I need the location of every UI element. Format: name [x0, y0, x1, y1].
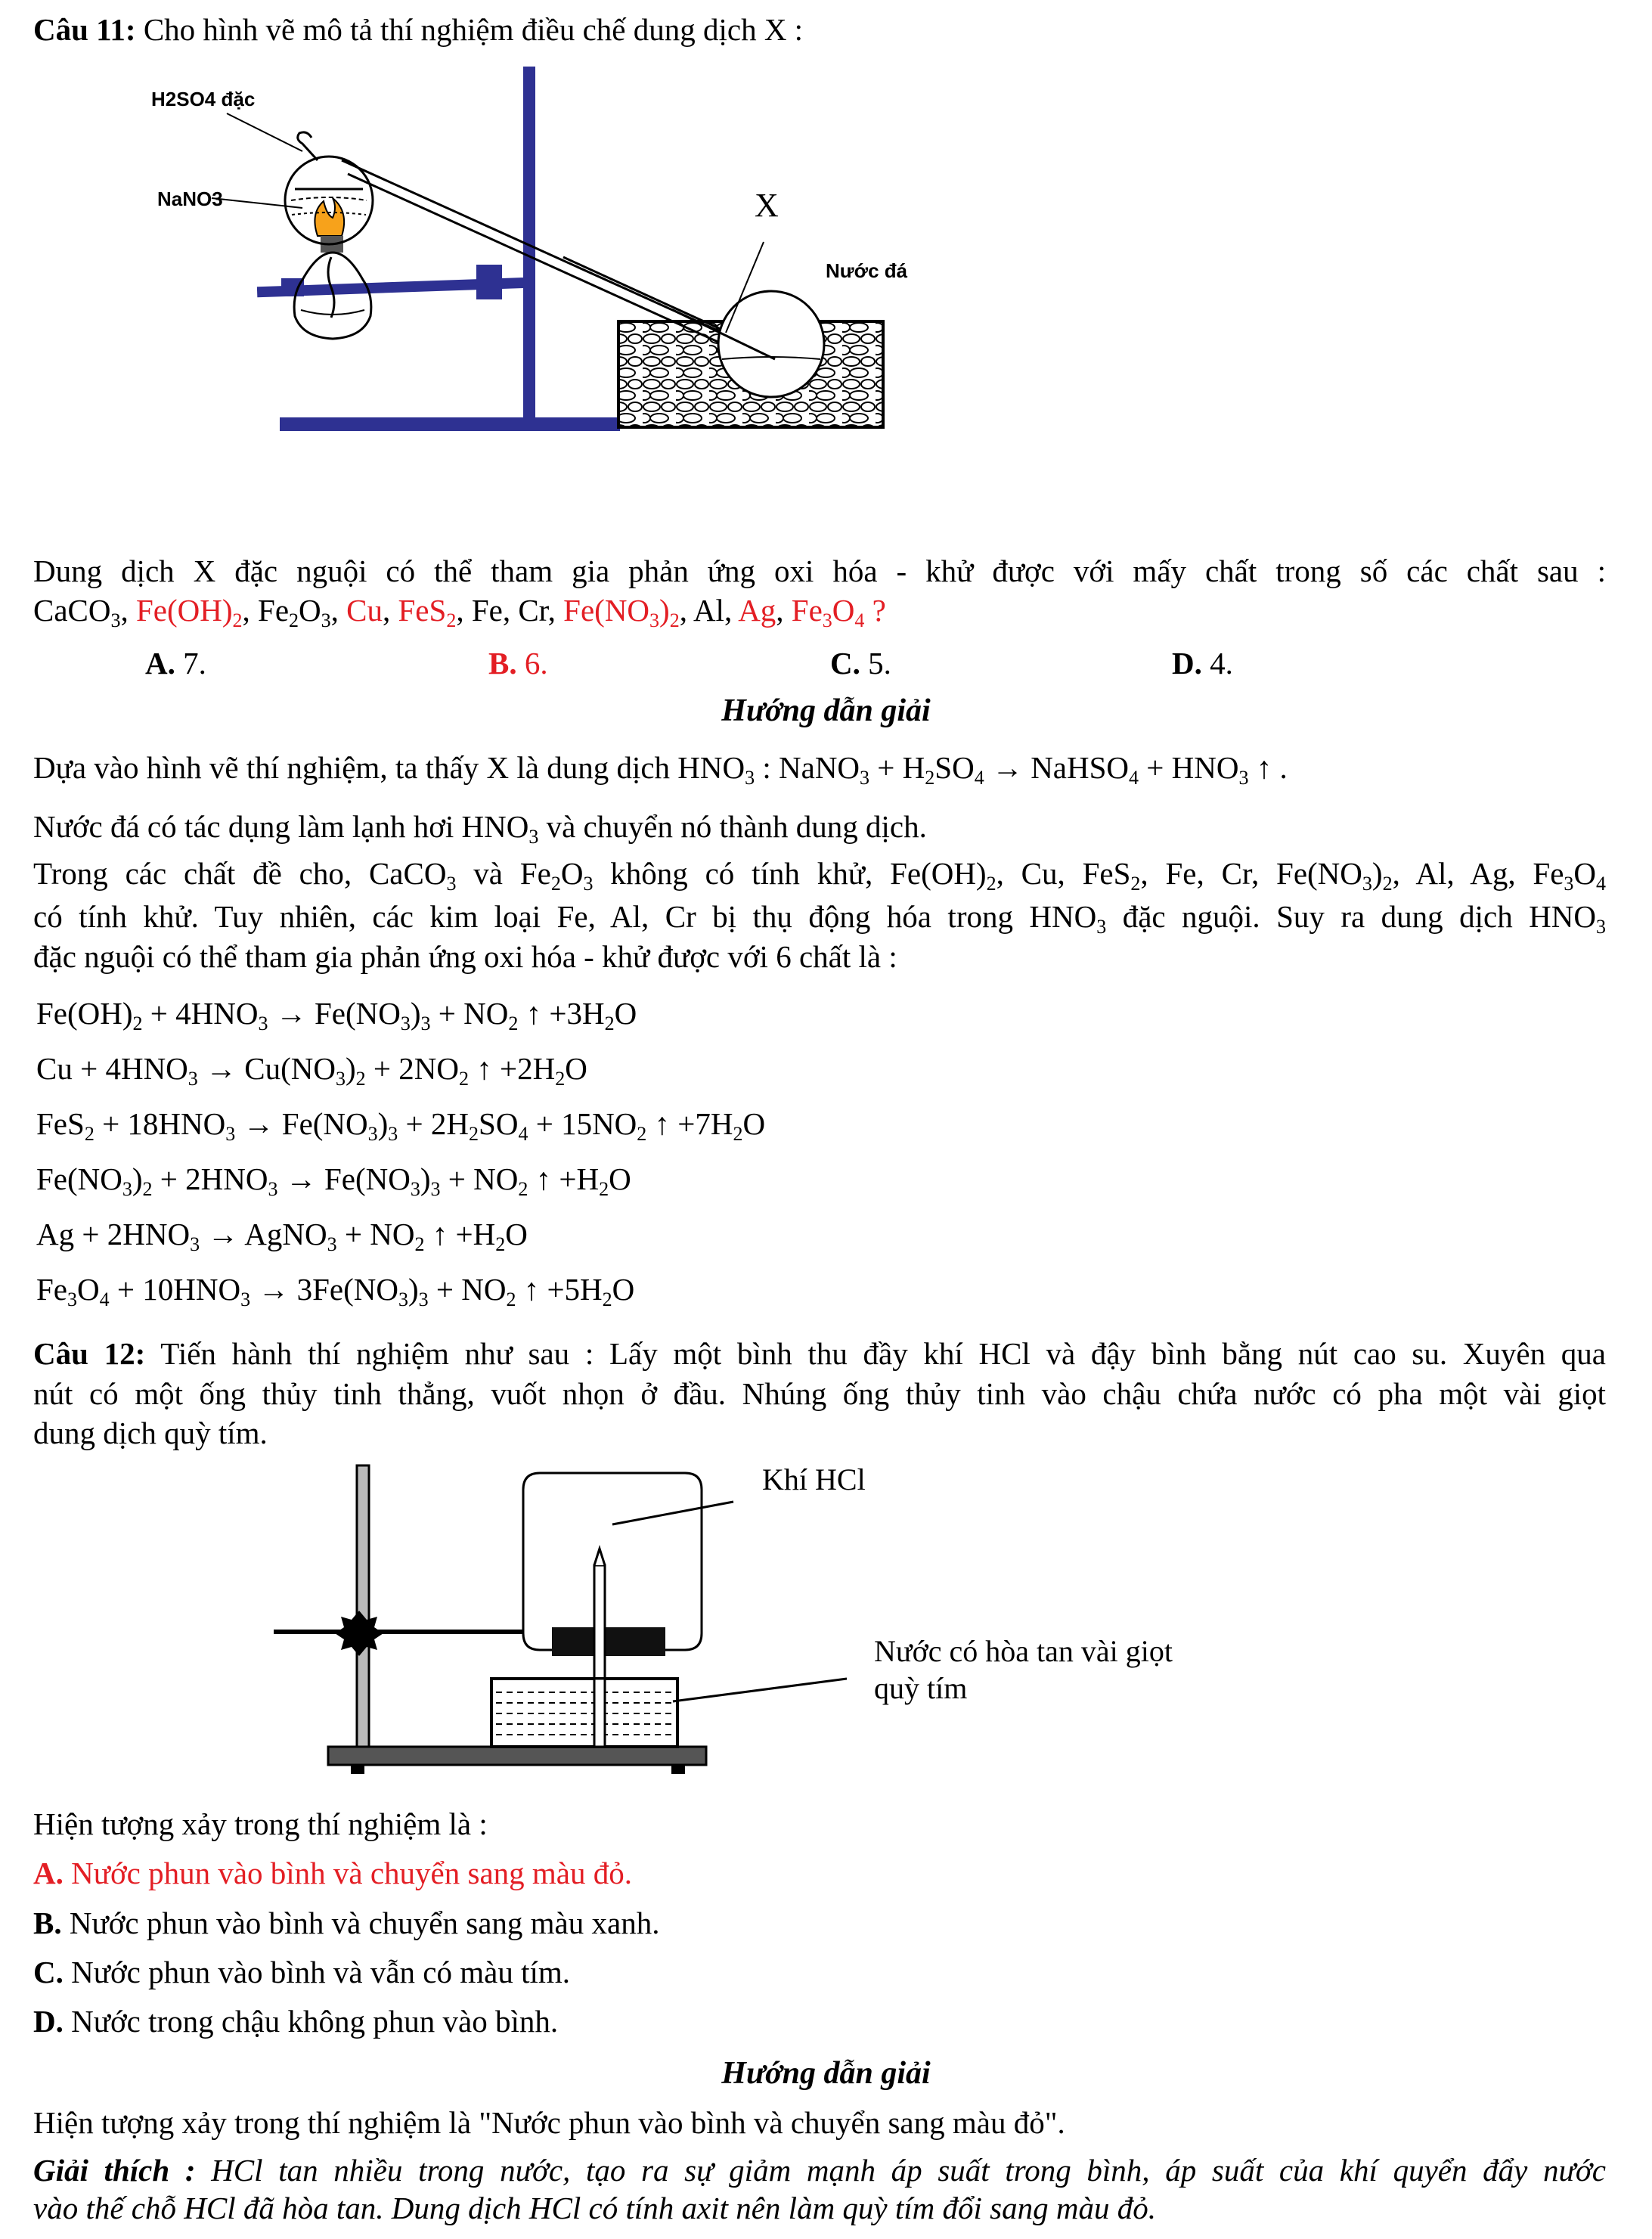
q11-title: Cho hình vẽ mô tả thí nghiệm điều chế dung dịch X : — [143, 12, 804, 47]
q11-solution-line3: Trong các chất đề cho, CaCO$_3$ và $Fe_2O_3$ không có tính khử, $Fe(OH)_2$, Cu, FeS$_2$, Fe, Cr, $Fe(NO_3)_2$, Al, Ag, $Fe_3O_4$ — [33, 856, 1607, 895]
q12-stem-line2: nút có một ống thủy tinh thẳng, vuốt nhọn ở đầu. Nhúng ống thủy tinh vào chậu chứa nước có pha một vài giọt — [33, 1376, 1606, 1411]
q12-prompt: Hiện tượng xảy trong thí nghiệm là : — [33, 1806, 488, 1841]
equation-6: $Fe_3O_4 + 10HNO_3 \to 3Fe(NO_3)_3 + NO_2$ ↑ $+5H_2O$ — [36, 1272, 635, 1310]
equation-5: $Ag + 2HNO_3$ → AgNO$_3$ + $NO_2$ ↑ $+H_2O$ — [36, 1217, 528, 1255]
q11-option-a[interactable]: A. 7. — [145, 646, 206, 681]
q11-option-d[interactable]: D. 4. — [1172, 646, 1233, 681]
q11-option-b[interactable]: B. 6. — [488, 646, 548, 681]
label-water-1: Nước có hòa tan vài giọt — [874, 1634, 1173, 1668]
q11-solution-line5: đặc nguội có thể tham gia phản ứng oxi hóa - khử được với 6 chất là : — [33, 939, 897, 974]
q12-figure — [257, 1452, 1210, 1800]
equation-4: $Fe(NO_3)_2 + 2HNO_3 \to Fe(NO_3)_3 + NO_2$ ↑ $+H_2O$ — [36, 1161, 631, 1200]
label-water-2: quỳ tím — [874, 1671, 968, 1705]
q12-stem-line1: Câu 12: Tiến hành thí nghiệm như sau : Lấy một bình thu đầy khí HCl và đậy bình bằng nút cao su. Xuyên qua — [33, 1336, 1606, 1371]
q12-explain-line2: vào thế chỗ HCl đã hòa tan. Dung dịch HCl có tính axit nên làm quỳ tím đổi sang màu đỏ. — [33, 2191, 1156, 2225]
q12-option-c[interactable]: C. Nước phun vào bình và vẫn có màu tím. — [33, 1955, 571, 1989]
q11-stem-line2: CaCO$_3$, $Fe(OH)_2$, $Fe_2O_3$, Cu, FeS$_2$, Fe, Cr, $Fe(NO_3)_2$, Al, Ag, $Fe_3O_4$ ? — [33, 593, 886, 631]
q11-title-line — [33, 11, 803, 48]
q12-explain-line1: Giải thích : HCl tan nhiều trong nước, tạo ra sự giảm mạnh áp suất trong bình, áp suất của khí quyển đẩy nước — [33, 2153, 1606, 2188]
label-ice: Nước đá — [826, 259, 908, 282]
q11-number: Câu 11: — [33, 12, 136, 47]
q11-option-c[interactable]: C. 5. — [830, 646, 891, 681]
q11-solution-line2: Nước đá có tác dụng làm lạnh hơi $HNO_3$ và chuyển nó thành dung dịch. — [33, 809, 927, 848]
q11-guide-title: Hướng dẫn giải — [721, 693, 931, 728]
q11-stem-line1: Dung dịch X đặc nguội có thể tham gia phản ứng oxi hóa - khử được với mấy chất trong số các chất sau : — [33, 554, 1606, 588]
label-hcl-gas: Khí HCl — [762, 1462, 866, 1496]
label-x: X — [755, 187, 779, 224]
q11-figure — [144, 60, 945, 454]
label-h2so4: H2SO4 đặc — [151, 88, 256, 110]
equation-2: $Cu + 4HNO_3 \to Cu(NO_3)_2 + 2NO_2$ ↑ $+2H_2O$ — [36, 1051, 587, 1090]
stand-base — [328, 1747, 706, 1765]
q12-option-a[interactable]: A. Nước phun vào bình và chuyển sang màu đỏ. — [33, 1856, 632, 1890]
flask-receiver — [718, 291, 824, 397]
q12-option-b[interactable]: B. Nước phun vào bình và chuyển sang màu xanh. — [33, 1906, 660, 1940]
q12-stem-line3: dung dịch quỳ tím. — [33, 1416, 268, 1450]
q11-solution-line1: Dựa vào hình vẽ thí nghiệm, ta thấy X là dung dịch $HNO_3$ : NaNO$_3$ + $H_2SO_4$ → NaHSO$_4$ + $HNO_3$ ↑ . — [33, 750, 1288, 789]
hcl-bottle — [523, 1473, 702, 1650]
q12-guide-title: Hướng dẫn giải — [721, 2056, 931, 2091]
stand-rod — [357, 1465, 369, 1747]
stand-base — [280, 417, 620, 431]
rubber-stopper — [552, 1627, 665, 1656]
equation-3: $FeS_2 + 18HNO_3 \to Fe(NO_3)_3 + 2H_2SO_4 + 15NO_2$ ↑ $+7H_2O$ — [36, 1106, 766, 1145]
q12-option-d[interactable]: D. Nước trong chậu không phun vào bình. — [33, 2004, 559, 2039]
q11-solution-line4: có tính khử. Tuy nhiên, các kim loại Fe, Al, Cr bị thụ động hóa trong $HNO_3$ đặc nguội. Suy ra dung dịch $HNO_3$ — [33, 899, 1606, 938]
label-nano3: NaNO3 — [157, 188, 223, 210]
q12-answer: Hiện tượng xảy trong thí nghiệm là "Nước phun vào bình và chuyển sang màu đỏ". — [33, 2105, 1065, 2140]
equation-1: $Fe(OH)_2 + 4HNO_3 \to Fe(NO_3)_3 + NO_2$ ↑ $+3H_2O$ — [36, 996, 637, 1034]
